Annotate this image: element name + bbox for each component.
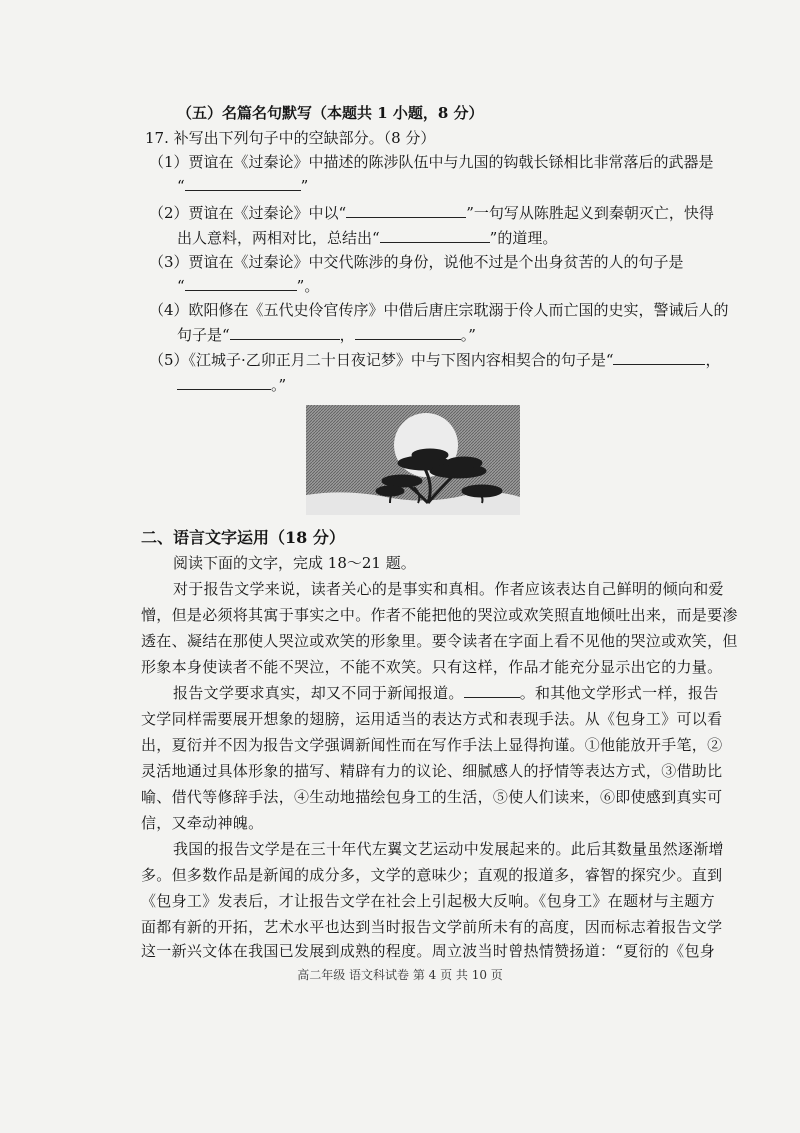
q17-item3-text: （3）贾谊在《过秦论》中交代陈涉的身份，说他不过是个出身贫苦的人的句子是 [149,253,684,271]
paragraph1-line: 对于报告文学来说，读者关心的是事实和真相。作者应该表达自己鲜明的倾向和爱 [173,580,724,598]
paragraph2-line: 灵活地通过具体形象的描写、精辟有力的议论、细腻感人的抒情等表达方式，③借助比 [141,762,723,780]
paragraph2-line: 喻、借代等修辞手法，④生动地描绘包身工的生活，⑤使人们读来，⑥即使感到真实可 [141,788,723,806]
answer-blank[interactable] [230,325,340,340]
paragraph1-line: 形象本身使读者不能不哭泣，不能不欢笑。只有这样，作品才能充分显示出它的力量。 [141,658,723,676]
paragraph1-line: 透在、凝结在那使人哭泣或欢笑的形象里。要令读者在字面上看不见他的哭泣或欢笑，但 [141,632,738,650]
paragraph3-line: 面都有新的开拓，艺术水平也达到当时报告文学前所未有的高度，因而标志着报告文学 [141,918,723,936]
answer-blank[interactable] [177,375,271,390]
paragraph3-line: 我国的报告文学是在三十年代左翼文艺运动中发展起来的。此后其数量虽然逐渐增 [173,840,724,858]
q17-item4-text: （4）欧阳修在《五代史伶官传序》中借后唐庄宗耽溺于伶人而亡国的史实，警诫后人的 [149,301,729,319]
moon-pine-illustration [306,405,520,515]
section5-heading: （五）名篇名句默写（本题共 1 小题，8 分） [177,104,484,122]
paragraph3-line: 多。但多数作品是新闻的成分多，文学的意味少；直观的报道多，睿智的探究少。直到 [141,866,723,884]
q17-item1-answer-line: “ ” [177,177,309,195]
answer-blank[interactable] [355,325,461,340]
paragraph2-line: 信，又牵动神魄。 [141,814,264,832]
answer-blank[interactable] [613,350,705,365]
page-footer: 高二年级 语文科试卷 第 4 页 共 10 页 [297,968,503,982]
q17-item4-answer-line: 句子是“ ， 。” [177,326,476,344]
q17-item2-text: （2）贾谊在《过秦论》中以“ ”一句写从陈胜起义到秦朝灭亡，快得 [149,204,714,222]
paragraph3-line: 《包身工》发表后，才让报告文学在社会上引起极大反响。《包身工》在题材与主题方 [141,892,715,910]
q17-item5-text: （5）《江城子·乙卯正月二十日夜记梦》中与下图内容相契合的句子是“ ， [149,351,721,369]
q17-item3-answer-line: “ ”。 [177,277,320,295]
answer-blank[interactable] [380,228,490,243]
paragraph2-line: 报告文学要求真实，却又不同于新闻报道。 。和其他文学形式一样，报告 [173,684,719,702]
answer-blank[interactable] [185,176,301,191]
paragraph3-line: 这一新兴文体在我国已发展到成熟的程度。周立波当时曾热情赞扬道：“夏衍的《包身 [141,942,716,960]
answer-blank[interactable] [346,203,466,218]
paragraph2-line: 文学同样需要展开想象的翅膀，运用适当的表达方式和表现手法。从《包身工》可以看 [141,710,723,728]
answer-blank[interactable] [464,683,520,698]
question-17-stem: 17. 补写出下列句子中的空缺部分。（8 分） [145,129,436,147]
paragraph2-line: 出，夏衍并不因为报告文学强调新闻性而在写作手法上显得拘谨。①他能放开手笔，② [141,736,723,754]
q17-item5-line2: 。” [177,375,286,395]
q17-item2-line2: 出人意料，两相对比，总结出“ ”的道理。 [177,229,558,247]
paragraph1-line: 憎，但是必须将其寓于事实之中。作者不能把他的哭泣或欢笑照直地倾吐出来，而是要渗 [141,606,738,624]
reading-instruction: 阅读下面的文字，完成 18～21 题。 [173,554,416,572]
q17-item1-text: （1）贾谊在《过秦论》中描述的陈涉队伍中与九国的钩戟长铩相比非常落后的武器是 [149,153,714,171]
answer-blank[interactable] [185,276,297,291]
section2-heading: 二、语言文字运用（18 分） [141,528,345,547]
